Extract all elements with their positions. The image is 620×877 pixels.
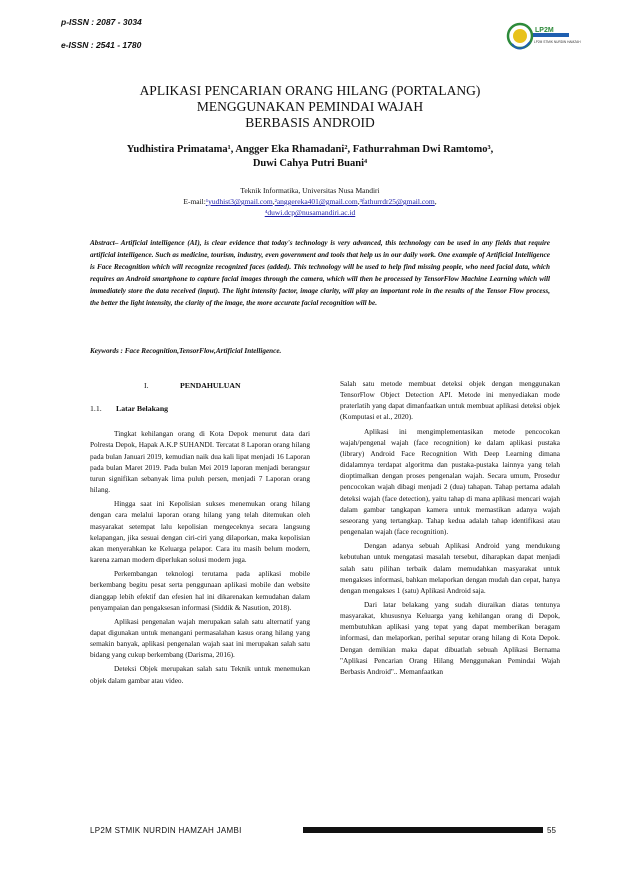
authors-line-2: Duwi Cahya Putri Buani⁴ bbox=[252, 158, 368, 169]
abstract-text: – Artificial intelligence (AI), is clear evidence that today's technology is very advanced, this technology can be used in any fields that require artificial intelligence. Such as medicine, tourism, industry, even government and tools that help us in our daily work. One example of Artificial Intelligence is Face Recognition which will recognize recognized faces (added). This technology will be used to help find missing people, who need facial data, which requires an Android smartphone to capture facial images through the camera, which will then be processed by TensorFlow Machine Learning which will immediately store the data received (input). The light intensity factor, image clarity, will play an important role in the results of the Tensor Flow process, the better the light intensity, the clarity of the image, the more accurate facial recognition will be. bbox=[90, 239, 550, 307]
paragraph: Perkembangan teknologi terutama pada aplikasi mobile berkembang begitu pesat serta penggunaan aplikasi mobile dan website dianggap lebih efektif dan efesien hal ini dikarenakan kemudahan dalam penyampaian dan pengaksesan informasi (Siddik & Nasution, 2018). bbox=[90, 569, 310, 612]
e-issn: e-ISSN : 2541 - 1780 bbox=[61, 40, 142, 50]
email-link-1[interactable]: ¹yudhist3@gmail.com bbox=[205, 197, 273, 206]
paragraph: Deteksi Objek merupakan salah satu Teknik untuk menemukan objek dalam gambar atau video. bbox=[90, 664, 310, 685]
subsection-title: Latar Belakang bbox=[116, 404, 169, 414]
paragraph: Dengan adanya sebuah Aplikasi Android yang mendukung kebutuhan untuk mengatasi masalah tersebut, diharapkan dapat menjadi salah satu pilihan terbaik dalam memudahkan masyarakat untuk mengakses informasi, bahkan melaporkan dengan mudah dan cepat, hanya dengan mengakses 1 (satu) Aplikasi Android saja. bbox=[340, 541, 560, 595]
left-column bbox=[90, 380, 310, 686]
email-label: E-mail: bbox=[183, 197, 206, 206]
section-number: I. bbox=[144, 381, 149, 390]
abstract-label: Abstract bbox=[90, 239, 115, 247]
paragraph: Tingkat kehilangan orang di Kota Depok menurut data dari Polresta Depok, Hapak A.K.P SUHANDI. Tercatat 8 Laporan orang hilang pada bulan Januari 2019, kemudian naik dua kali lipat menjadi 16 Laporan pada bulan Maret 2019. Pada bulan Mei 2019 laporan menjadi berangsur turun signifikan sebanyak lima puluh persen, menjadi 7 Laporan orang hilang. bbox=[90, 429, 310, 495]
institution: Teknik Informatika, Universitas Nusa Mandiri bbox=[240, 186, 380, 195]
paragraph: Aplikasi pengenalan wajah merupakan salah satu alternatif yang dapat digunakan untuk menangani permasalahan kasus orang hilang yang semakin banyak, aplikasi pengenalan wajah saat ini merupakan salah satu bidang yang cukup berkembang (Darisma, 2016). bbox=[90, 616, 310, 660]
authors-line-1: Yudhistira Primatama¹, Angger Eka Rhamadani², Fathurrahman Dwi Ramtomo³, bbox=[126, 144, 494, 155]
title-line-3: BERBASIS ANDROID bbox=[245, 115, 375, 130]
affiliation: Teknik Informatika, Universitas Nusa Mandiri E-mail:¹yudhist3@gmail.com,²anggereka401@gmail.com,³fathurrdr25@gmail.com, ⁴duwi.dcp@nusamandiri.ac.id bbox=[90, 185, 530, 218]
email-link-3[interactable]: ³fathurrdr25@gmail.com bbox=[359, 197, 435, 206]
title-line-2: MENGGUNAKAN PEMINDAI WAJAH bbox=[196, 99, 424, 114]
subsection-number: 1.1. bbox=[90, 404, 102, 414]
title-line-1: APLIKASI PENCARIAN ORANG HILANG (PORTALANG) bbox=[139, 83, 481, 98]
email-link-4[interactable]: ⁴duwi.dcp@nusamandiri.ac.id bbox=[264, 208, 356, 217]
subsection-heading bbox=[90, 403, 310, 414]
keywords: Keywords : Face Recognition,TensorFlow,Artificial Intelligence. bbox=[90, 347, 282, 355]
right-column bbox=[340, 378, 560, 677]
footer-rule bbox=[303, 827, 543, 833]
journal-logo bbox=[506, 14, 581, 64]
p-issn: p-ISSN : 2087 - 3034 bbox=[61, 17, 142, 27]
section-heading bbox=[90, 380, 310, 391]
page-number: 55 bbox=[547, 826, 556, 835]
paragraph: Salah satu metode membuat deteksi objek dengan menggunakan TensorFlow Object Detection API. Metode ini menyediakan mode praterlatih yang dapat dimanfaatkan untuk membuat aplikasi deteksi objek (Komputasi et al., 2020). bbox=[340, 379, 560, 422]
abstract bbox=[90, 238, 550, 309]
paragraph: Dari latar belakang yang sudah diuraikan diatas tentunya masyarakat, khususnya Keluarga yang kehilangan orang di Depok, membutuhkan aplikasi yang tepat yang dapat memberikan beragam informasi, dan melaporkan, perihal seputar orang hilang di Kota Depok. Dengan demikian maka dapat dibuatlah sebuah Aplikasi Bernama "Aplikasi Pencarian Orang Hilang Menggunakan Pemindai Wajah Berbasis Android".. Memanfaatkan bbox=[340, 599, 560, 676]
footer-publisher: LP2M STMIK NURDIN HAMZAH JAMBI bbox=[90, 826, 242, 835]
logo-caption: LP2M STMIK NURDIN HAMZAH bbox=[534, 40, 581, 44]
paper-title bbox=[90, 83, 530, 131]
paragraph: Aplikasi ini mengimplementasikan metode pencocokan wajah/pengenal wajah (face recognition) ke dalam aplikasi pustaka (library) Android Face Recognition With Deep Learning dimana didalamnya terdapat algoritma dan pustaka-pustaka lainnya yang telah dioptimalkan dengan proses pengenalan wajah. Secara umum, Prosedur pencocokan wajah dibagi menjadi 2 (dua) tahapan. Tahap pertama adalah deteksi wajah (face detection), yaitu tahap di mana aplikasi mencari wajah dalam gambar tangkapan kamera untuk memastikan adanya wajah seseorang yang tertangkap. Tahap kedua adalah tahap identifikasi atau pengenalan wajah (face recognition). bbox=[340, 426, 560, 537]
section-title: PENDAHULUAN bbox=[180, 381, 241, 390]
paragraph: Hingga saat ini Kepolisian sukses menemukan orang hilang dengan cara melalui laporan orang hilang yang telah ditemukan oleh masyarakat setempat lalu kepolisian mengeceknya secara langsung kelapangan, jika sesuai dengan ciri-ciri yang dilaporkan, maka kepolisian akan menyerahkan ke Keluarga pelapor. Cara itu masih belum modern, karena zaman modern diperlukan solusi modern juga. bbox=[90, 499, 310, 565]
authors bbox=[80, 143, 540, 171]
svg-text:LP2M: LP2M bbox=[535, 27, 554, 34]
email-link-2[interactable]: ²anggereka401@gmail.com bbox=[274, 197, 358, 206]
